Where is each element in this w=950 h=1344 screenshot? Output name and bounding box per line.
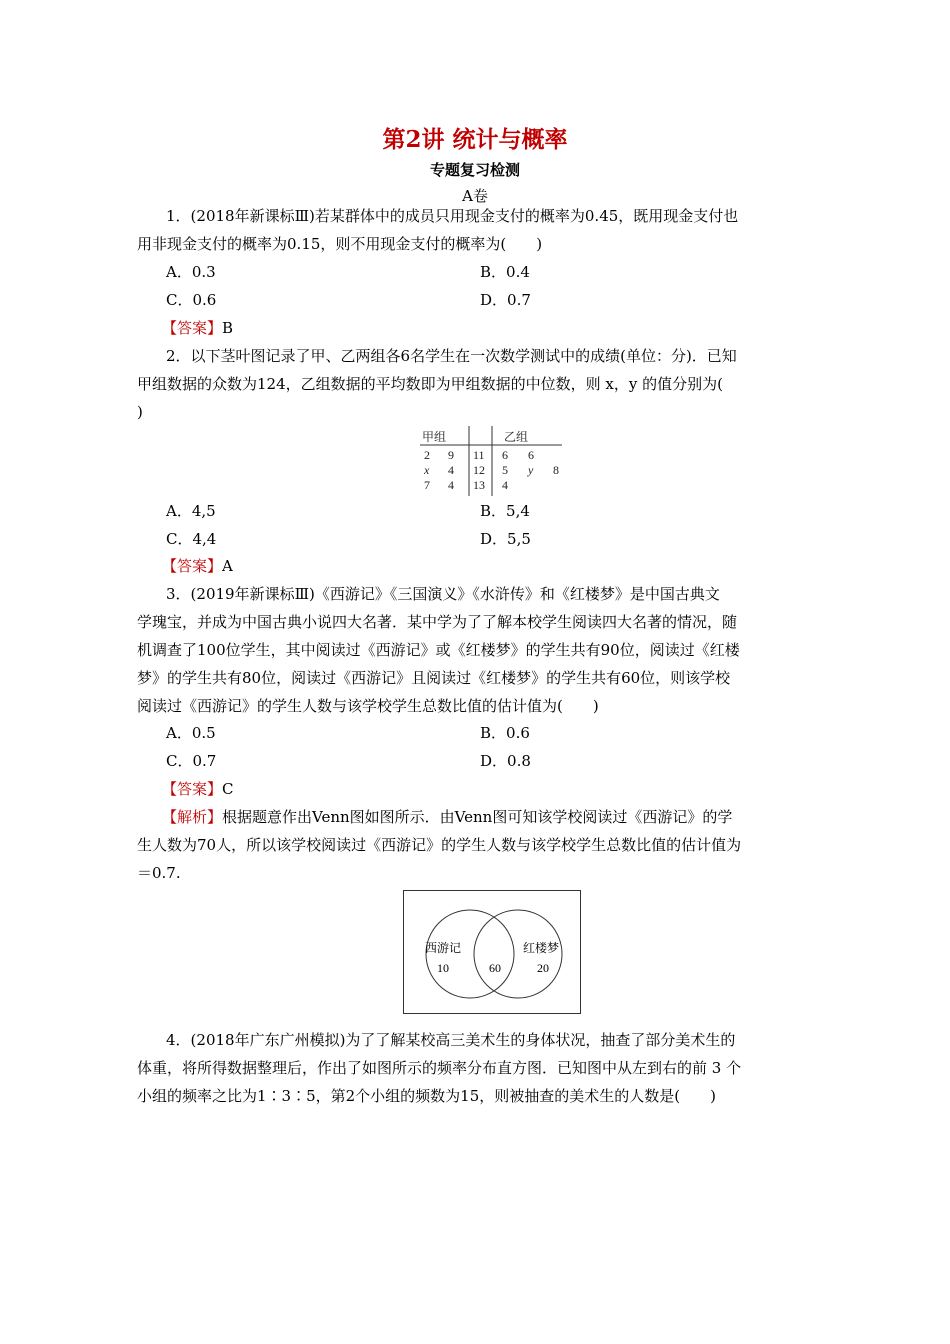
q1-option-a: A．0.3 [166,263,216,281]
leaf-left: 4 [448,463,454,477]
q3-line-4: 梦》的学生共有80位，阅读过《西游记》且阅读过《红楼梦》的学生共有60位，则该学校 [137,669,731,687]
q3-line-1: 3．(2019年新课标Ⅲ)《西游记》《三国演义》《水浒传》和《红楼梦》是中国古典文 [166,585,720,603]
q2-line-3: ) [137,403,143,421]
answer-value: A [222,557,233,575]
q2-answer [162,556,233,576]
q1-answer [162,318,233,338]
q2-option-d: D．5,5 [480,530,531,548]
venn-right-value: 20 [537,961,549,975]
leaf-right: 8 [553,463,559,477]
q4-line-1: 4．(2018年广东广州模拟)为了了解某校高三美术生的身体状况，抽查了部分美术生的 [166,1031,736,1049]
q3-line-3: 机调查了100位学生，其中阅读过《西游记》或《红楼梦》的学生共有90位，阅读过《红楼 [137,641,740,659]
leaf-left: 7 [424,478,430,492]
leaf-right: y [528,463,534,477]
q1-option-c: C．0.6 [166,291,217,309]
answer-value: C [222,780,234,798]
q3-option-a: A．0.5 [166,724,216,742]
leaf-left: 2 [424,448,430,462]
venn-middle-value: 60 [489,961,501,975]
leaf-right: 5 [502,463,508,477]
q2-line-2: 甲组数据的众数为124，乙组数据的平均数即为甲组数据的中位数，则 x，y 的值分别为( [137,375,723,393]
leaf-right: 6 [528,448,534,462]
leaf-left: 9 [448,448,454,462]
q3-analysis-line-1 [162,807,842,827]
venn-diagram [403,890,581,1014]
stem-leaf-plot [420,426,562,496]
answer-tag: 【答案】 [162,780,223,798]
q1-line-2: 用非现金支付的概率为0.15，则不用现金支付的概率为( ) [137,235,543,253]
venn-left-value: 10 [437,961,449,975]
venn-right-label: 红楼梦 [522,941,560,955]
leaf-left: 4 [448,478,454,492]
q3-answer [162,779,234,799]
q2-line-1: 2．以下茎叶图记录了甲、乙两组各6名学生在一次数学测试中的成绩(单位：分)．已知 [166,347,737,365]
q2-option-a: A．4,5 [166,502,216,520]
analysis-tag: 【解析】 [162,808,223,826]
section-label: A卷 [462,187,488,205]
stem: 13 [473,478,485,492]
stem-leaf-right-header: 乙组 [504,430,529,444]
leaf-right: 4 [502,478,508,492]
q3-line-2: 学瑰宝，并成为中国古典小说四大名著．某中学为了了解本校学生阅读四大名著的情况，随 [137,613,738,631]
answer-tag: 【答案】 [162,557,223,575]
q3-line-5: 阅读过《西游记》的学生人数与该学校学生总数比值的估计值为( ) [137,697,599,715]
q1-option-d: D．0.7 [480,291,531,309]
q2-option-c: C．4,4 [166,530,217,548]
q2-option-b: B．5,4 [480,502,530,520]
page-title: 第2讲 统计与概率 [382,126,568,153]
q1-option-b: B．0.4 [480,263,530,281]
q3-analysis-line-3: ＝0.7. [137,864,181,882]
q3-analysis-line-2: 生人数为70人，所以该学校阅读过《西游记》的学生人数与该学校学生总数比值的估计值为 [137,836,742,854]
venn-left-label: 西游记 [424,941,462,955]
analysis-text: 根据题意作出Venn图如图所示．由Venn图可知该学校阅读过《西游记》的学 [222,808,733,826]
stem: 11 [473,448,485,462]
q3-option-d: D．0.8 [480,752,531,770]
page-subtitle: 专题复习检测 [429,161,520,179]
q4-line-3: 小组的频率之比为1∶3∶5，第2个小组的频数为15，则被抽查的美术生的人数是( ) [137,1087,716,1105]
answer-tag: 【答案】 [162,319,223,337]
leaf-left: x [424,463,430,477]
leaf-right: 6 [502,448,508,462]
q1-line-1: 1．(2018年新课标Ⅲ)若某群体中的成员只用现金支付的概率为0.45，既用现金支付也 [166,207,739,225]
q4-line-2: 体重，将所得数据整理后，作出了如图所示的频率分布直方图．已知图中从左到右的前 3 个 [137,1059,742,1077]
stem: 12 [473,463,485,477]
stem-leaf-left-header: 甲组 [422,430,447,444]
answer-value: B [222,319,234,337]
q3-option-c: C．0.7 [166,752,217,770]
q3-option-b: B．0.6 [480,724,530,742]
